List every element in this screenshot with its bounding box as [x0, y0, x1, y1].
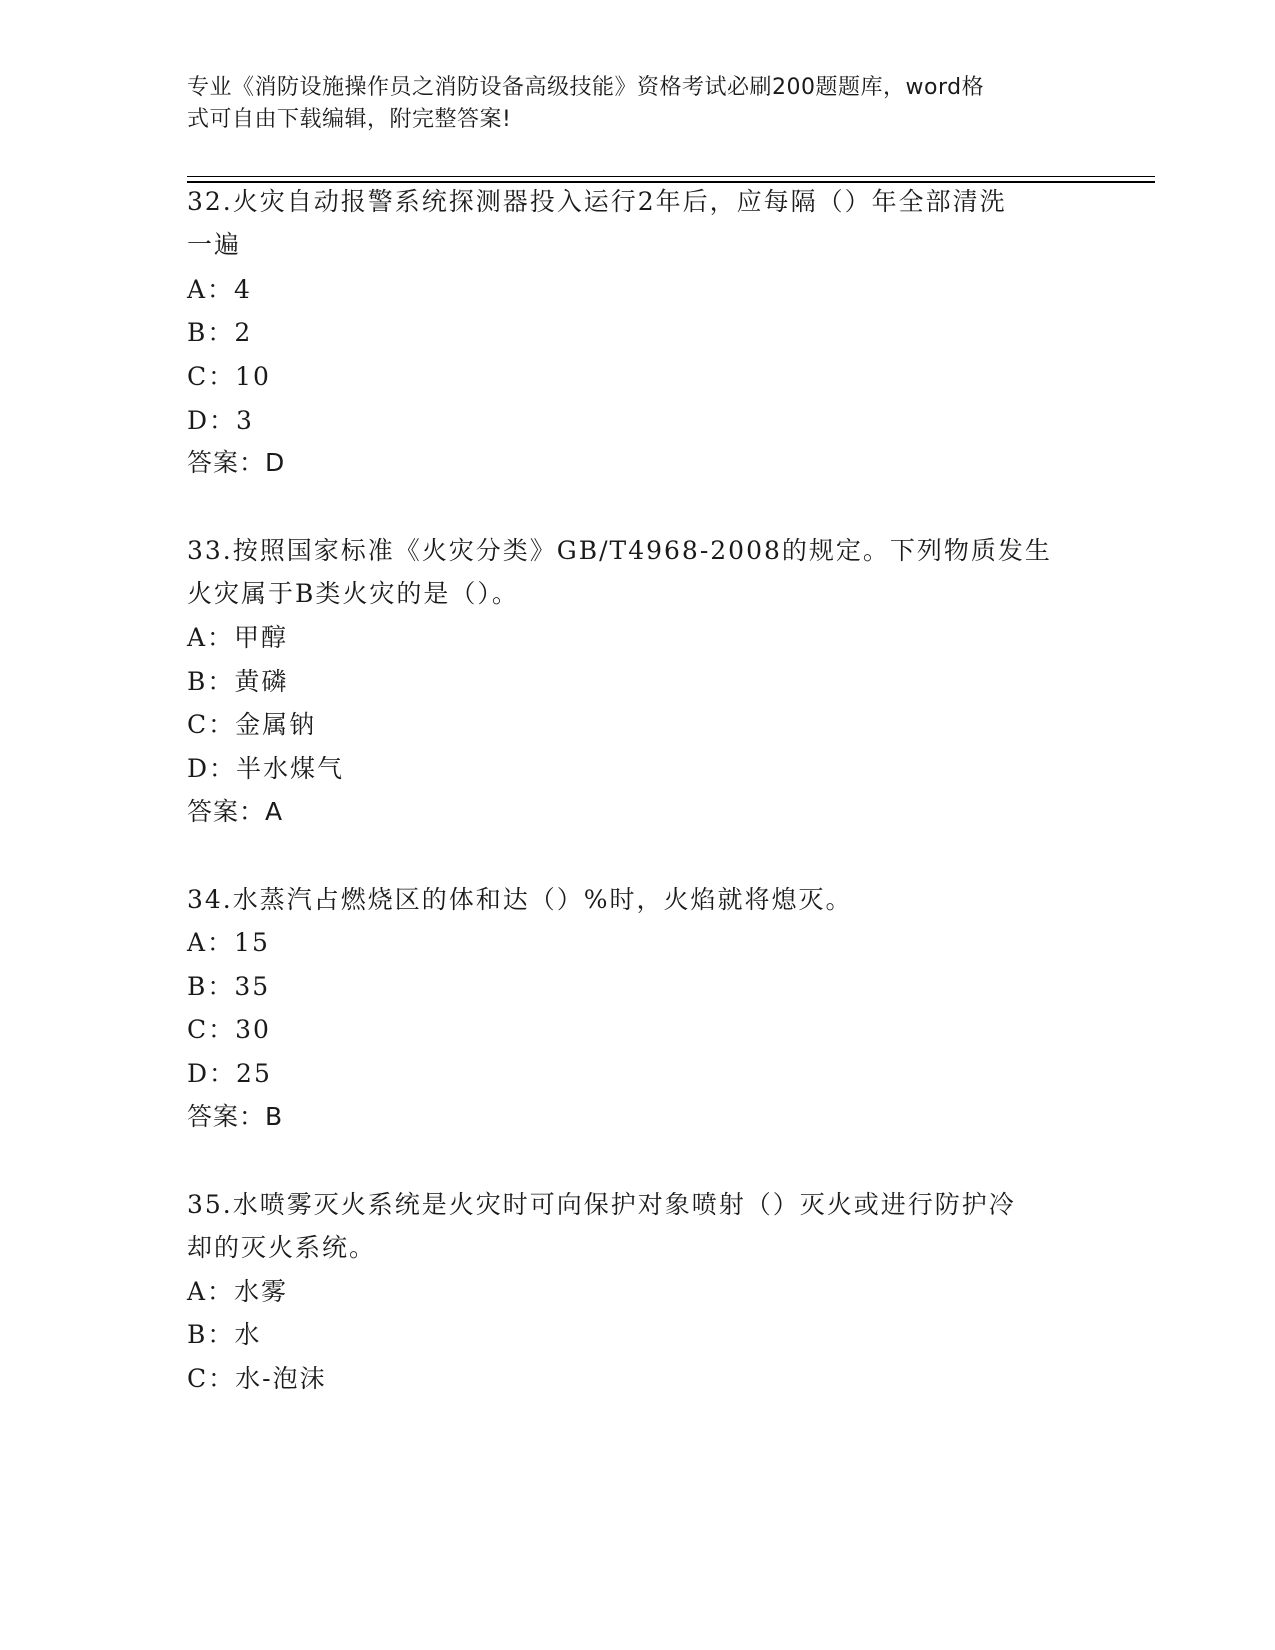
question-35-option-a: A：水雾 — [187, 1277, 289, 1306]
question-34-option-c: C：30 — [187, 1015, 271, 1044]
header-line-2: 式可自由下载编辑，附完整答案! — [187, 107, 512, 132]
question-33-answer: 答案：A — [187, 797, 284, 826]
question-32-option-b: B：2 — [187, 318, 253, 347]
question-32-option-a: A：4 — [187, 275, 252, 304]
document-header — [187, 72, 1087, 136]
question-34-answer: 答案：B — [187, 1102, 284, 1131]
question-34-option-b: B：35 — [187, 972, 271, 1001]
question-32-stem-line-2: 一遍 — [187, 230, 242, 259]
header-divider-thick — [187, 181, 1155, 183]
header-divider-thin — [187, 176, 1155, 177]
question-32-option-d: D：3 — [187, 406, 254, 435]
question-33-stem-line-1: 33.按照国家标准《火灾分类》GB/T4968-2008的规定。下列物质发生 — [187, 536, 1052, 565]
question-32-answer: 答案：D — [187, 448, 286, 477]
question-33-stem-line-2: 火灾属于B类火灾的是（）。 — [187, 579, 519, 608]
question-34-option-d: D：25 — [187, 1059, 272, 1088]
question-33-option-b: B：黄磷 — [187, 667, 289, 696]
question-35-option-b: B：水 — [187, 1320, 262, 1349]
question-33-option-c: C：金属钠 — [187, 710, 317, 739]
question-33-option-a: A：甲醇 — [187, 623, 289, 652]
question-35-stem-line-1: 35.水喷雾灭火系统是火灾时可向保护对象喷射（）灭火或进行防护冷 — [187, 1190, 1016, 1219]
question-34-stem-line-1: 34.水蒸汽占燃烧区的体和达（）%时，火焰就将熄灭。 — [187, 885, 853, 914]
question-33-option-d: D：半水煤气 — [187, 754, 345, 783]
question-32-stem-line-1: 32.火灾自动报警系统探测器投入运行2年后，应每隔（）年全部清洗 — [187, 187, 1007, 216]
question-32-option-c: C：10 — [187, 362, 271, 391]
question-34-option-a: A：15 — [187, 928, 270, 957]
header-line-1: 专业《消防设施操作员之消防设备高级技能》资格考试必刷200题题库，word格 — [187, 75, 985, 100]
question-35-stem-line-2: 却的灭火系统。 — [187, 1233, 377, 1262]
question-35-option-c: C：水-泡沫 — [187, 1364, 327, 1393]
